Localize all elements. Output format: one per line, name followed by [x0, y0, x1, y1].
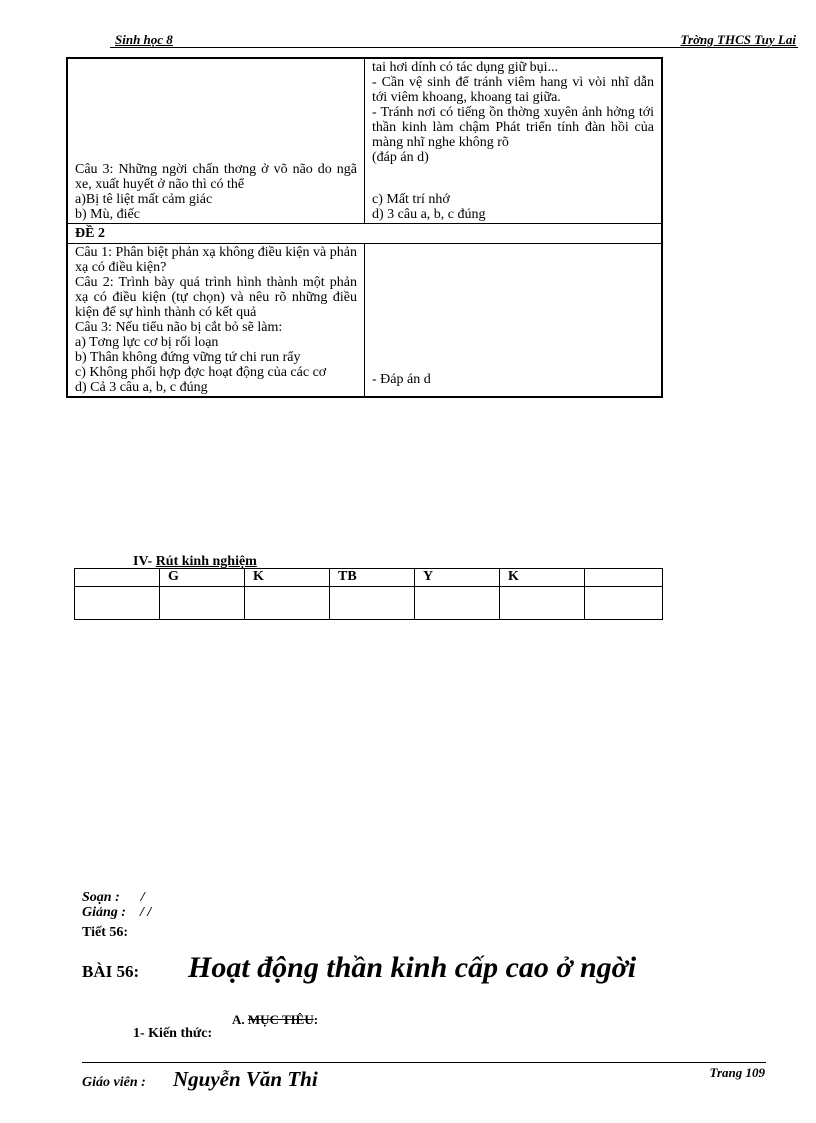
table-row [75, 587, 663, 620]
exam-table [66, 57, 663, 398]
spacer [372, 165, 654, 174]
de2-option-a: a) Tơng lực cơ bị rối loạn [75, 335, 219, 350]
grade-header-tb: TB [330, 569, 415, 587]
section-heading-de2: ĐỀ 2 [67, 224, 662, 244]
rkn-title: Rút kinh nghiệm [155, 554, 257, 569]
soan-date: Soạn : / [82, 890, 145, 905]
q3-option-c: c) Mất trí nhớ [372, 192, 450, 207]
teacher-name: Nguyễn Văn Thi [173, 1067, 318, 1091]
spacer [372, 183, 654, 192]
de2-q3: Câu 3: Nếu tiểu não bị cắt bỏ sẽ làm: [75, 320, 283, 335]
grade-cell [330, 587, 415, 620]
answer-line-1: tai hơi dính có tác dụng giữ bụi... [372, 60, 559, 75]
section-heading-rut-kinh-nghiem [133, 555, 257, 569]
q3-option-d: d) 3 câu a, b, c đúng [372, 207, 486, 222]
giang-date: Giảng : / / [82, 905, 152, 920]
q3-stem: Câu 3: Những ngời chấn thơng ở võ não do ngã xe, xuất huyết ở não thì có thể [75, 162, 357, 192]
answer-line-4: (đáp án d) [372, 150, 429, 165]
kien-thuc-heading: 1- Kiến thức: [133, 1026, 213, 1041]
lesson-dates [82, 890, 151, 920]
grade-cell [245, 587, 330, 620]
muc-tieu-suffix: : [313, 1012, 319, 1027]
de2-questions-cell [67, 244, 365, 398]
grade-header-k: K [245, 569, 330, 587]
de2-answer: - Đáp án d [372, 372, 431, 387]
answer-line-2: - Cần vệ sinh để tránh viêm hang vì vòi nhĩ dẫn tới viêm khoang, khoang tai giữa. [372, 75, 654, 105]
grade-header-blank-end [585, 569, 663, 587]
grade-table [74, 568, 663, 620]
answer-line-3: - Tránh nơi có tiếng ồn thờng xuyên ảnh hởng tới thần kinh làm chậm Phát triển tính đàn hồi của màng nhĩ nghe không rõ [372, 105, 654, 150]
grade-cell [585, 587, 663, 620]
rkn-prefix: IV- [133, 554, 156, 569]
table-row [67, 244, 662, 398]
grade-cell [415, 587, 500, 620]
question-cell-q3 [67, 58, 365, 224]
answer-cell [365, 58, 663, 224]
de2-q1: Câu 1: Phân biệt phản xạ không điều kiện và phản xạ có điều kiện? [75, 245, 357, 275]
header-rule [110, 47, 798, 48]
q3-option-b: b) Mù, điếc [75, 207, 140, 222]
section-heading-muc-tieu [232, 1012, 318, 1028]
de2-q2: Câu 2: Trình bày quá trình hình thành một phản xạ có điều kiện (tự chọn) và nêu rõ những điều kiện để sự hình thành có kết quả [75, 275, 357, 320]
grade-cell [160, 587, 245, 620]
header-school: Trờng THCS Tuy Lai [680, 32, 796, 47]
footer-rule [82, 1062, 766, 1063]
header-subject: Sinh học 8 [115, 32, 173, 47]
grade-cell [75, 587, 160, 620]
q3-option-a: a)Bị tê liệt mất cảm giác [75, 192, 213, 207]
de2-option-c: c) Không phối hợp đợc hoạt động của các cơ [75, 365, 327, 380]
table-row [67, 224, 662, 244]
grade-header-k2: K [500, 569, 585, 587]
lesson-number: BÀI 56: [82, 962, 140, 981]
grade-header-y: Y [415, 569, 500, 587]
lesson-period: Tiết 56: [82, 925, 129, 940]
grade-cell [500, 587, 585, 620]
grade-header-g: G [160, 569, 245, 587]
spacer [372, 174, 654, 183]
de2-option-b: b) Thân không đứng vững tứ chi run rẩy [75, 350, 301, 365]
muc-tieu-label: MỤC TIÊU [247, 1012, 314, 1027]
muc-tieu-prefix: A. [232, 1012, 248, 1027]
table-row [67, 58, 662, 224]
page-number: Trang 109 [709, 1065, 765, 1080]
grade-header-blank [75, 569, 160, 587]
de2-option-d: d) Cả 3 câu a, b, c đúng [75, 380, 208, 395]
lesson-title: Hoạt động thần kinh cấp cao ở ngời [188, 951, 637, 984]
de2-answer-cell [365, 244, 663, 398]
teacher-label: Giáo viên : [82, 1075, 146, 1090]
table-row [75, 569, 663, 587]
